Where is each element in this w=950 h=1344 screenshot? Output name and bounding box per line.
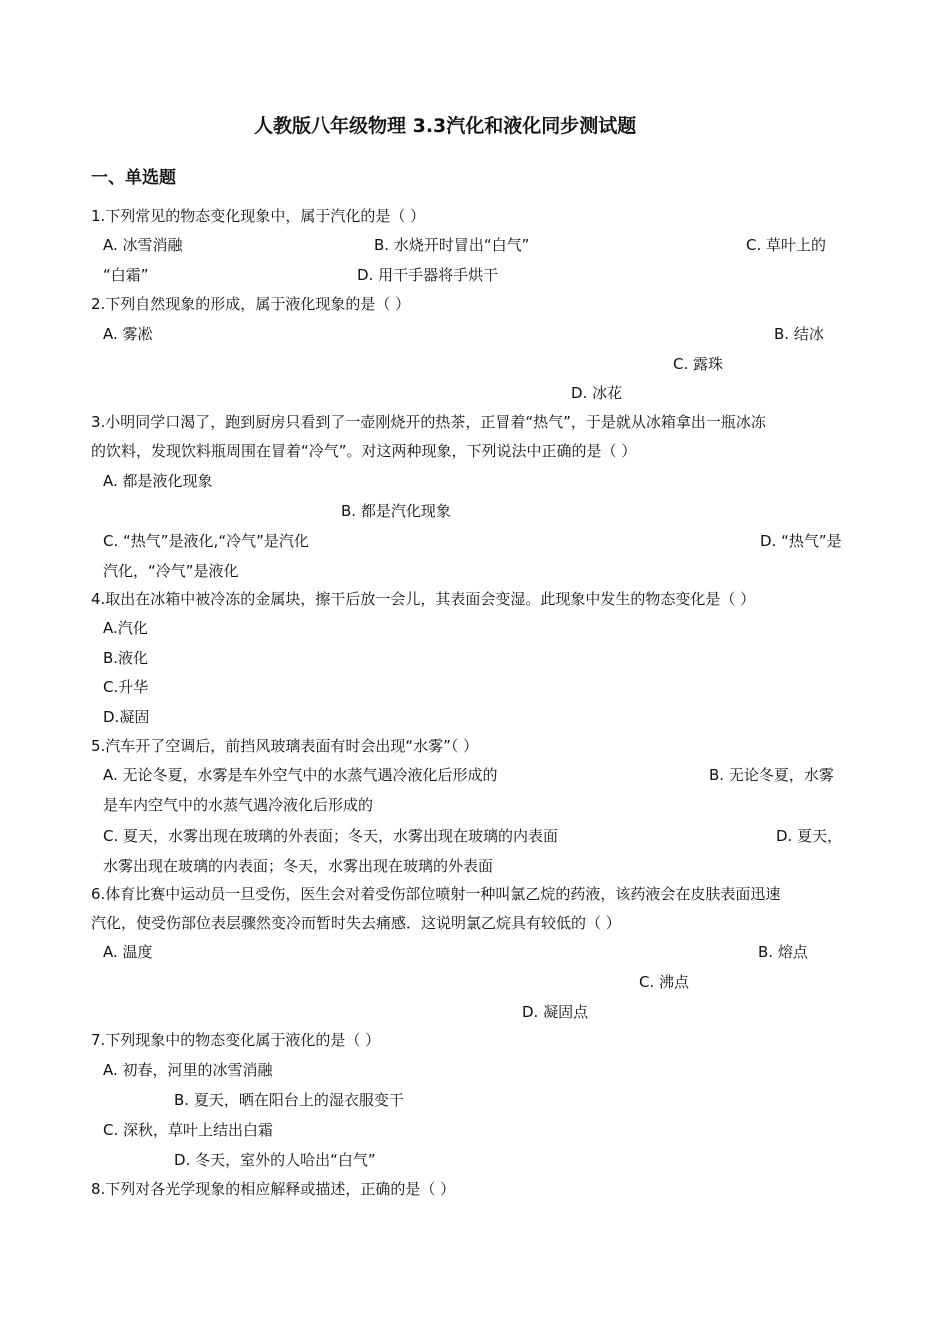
question-4-stem: 4.取出在冰箱中被冷冻的金属块，擦干后放一会儿，其表面会变湿。此现象中发生的物态变化是（ ） [91,590,756,608]
question-7-stem: 7.下列现象中的物态变化属于液化的是（ ） [91,1031,381,1049]
q4-option-a[interactable]: A.汽化 [103,619,148,637]
q2-option-b[interactable]: B. 结冰 [774,325,824,343]
q3-option-c[interactable]: C. “热气”是液化,“冷气”是汽化 [103,532,309,550]
question-6-stem-line2: 汽化，使受伤部位表层骤然变冷而暂时失去痛感．这说明氯乙烷具有较低的（ ） [91,914,621,932]
q5-option-b[interactable]: B. 无论冬夏，水雾 [709,766,834,784]
question-3-stem-line1: 3.小明同学口渴了，跑到厨房只看到了一壶刚烧开的热茶，正冒着“热气”，于是就从冰箱拿出一瓶冰冻 [91,413,766,431]
q3-option-d-continued: 汽化，“冷气”是液化 [103,562,239,580]
q7-option-c[interactable]: C. 深秋，草叶上结出白霜 [103,1121,274,1139]
question-1-stem: 1.下列常见的物态变化现象中，属于汽化的是（ ） [91,207,426,225]
q5-option-b-continued: 是车内空气中的水蒸气遇冷液化后形成的 [103,796,374,814]
q1-option-b[interactable]: B. 水烧开时冒出“白气” [374,236,530,254]
q7-option-d[interactable]: D. 冬天，室外的人哈出“白气” [174,1151,376,1169]
q6-option-a[interactable]: A. 温度 [103,943,153,961]
q3-option-a[interactable]: A. 都是液化现象 [103,472,213,490]
q1-option-a[interactable]: A. 冰雪消融 [103,236,183,254]
q2-option-a[interactable]: A. 雾凇 [103,325,153,343]
question-5-stem: 5.汽车开了空调后，前挡风玻璃表面有时会出现“水雾”（ ） [91,737,479,755]
q5-option-c[interactable]: C. 夏天，水雾出现在玻璃的外表面；冬天，水雾出现在玻璃的内表面 [103,827,559,845]
q6-option-c[interactable]: C. 沸点 [639,973,690,991]
question-6-stem-line1: 6.体育比赛中运动员一旦受伤，医生会对着受伤部位喷射一种叫氯乙烷的药液，该药液会在皮肤表面迅速 [91,885,781,903]
q4-option-c[interactable]: C.升华 [103,678,149,696]
q5-option-d-continued: 水雾出现在玻璃的内表面；冬天，水雾出现在玻璃的外表面 [103,857,494,875]
q1-option-c[interactable]: C. 草叶上的 [746,236,827,254]
q2-option-c[interactable]: C. 露珠 [673,355,724,373]
q4-option-b[interactable]: B.液化 [103,649,149,667]
q5-option-a[interactable]: A. 无论冬夏，水雾是车外空气中的水蒸气遇冷液化后形成的 [103,766,498,784]
question-3-stem-line2: 的饮料，发现饮料瓶周围在冒着“冷气”。对这两种现象，下列说法中正确的是（ ） [91,442,637,460]
q4-option-d[interactable]: D.凝固 [103,708,150,726]
question-2-stem: 2.下列自然现象的形成，属于液化现象的是（ ） [91,295,411,313]
question-8-stem: 8.下列对各光学现象的相应解释或描述，正确的是（ ） [91,1180,456,1198]
q5-option-d[interactable]: D. 夏天， [776,827,843,845]
q7-option-b[interactable]: B. 夏天，晒在阳台上的湿衣服变干 [174,1091,404,1109]
q1-option-c-continued: “白霜” [103,266,149,284]
q7-option-a[interactable]: A. 初春，河里的冰雪消融 [103,1061,273,1079]
q2-option-d[interactable]: D. 冰花 [571,384,623,402]
q6-option-d[interactable]: D. 凝固点 [522,1003,589,1021]
q6-option-b[interactable]: B. 熔点 [758,943,808,961]
q1-option-d[interactable]: D. 用干手器将手烘干 [357,266,499,284]
q3-option-d[interactable]: D. “热气”是 [760,532,842,550]
section-heading: 一、单选题 [91,168,176,188]
q3-option-b[interactable]: B. 都是汽化现象 [341,502,451,520]
page-title: 人教版八年级物理 3.3汽化和液化同步测试题 [254,115,637,137]
